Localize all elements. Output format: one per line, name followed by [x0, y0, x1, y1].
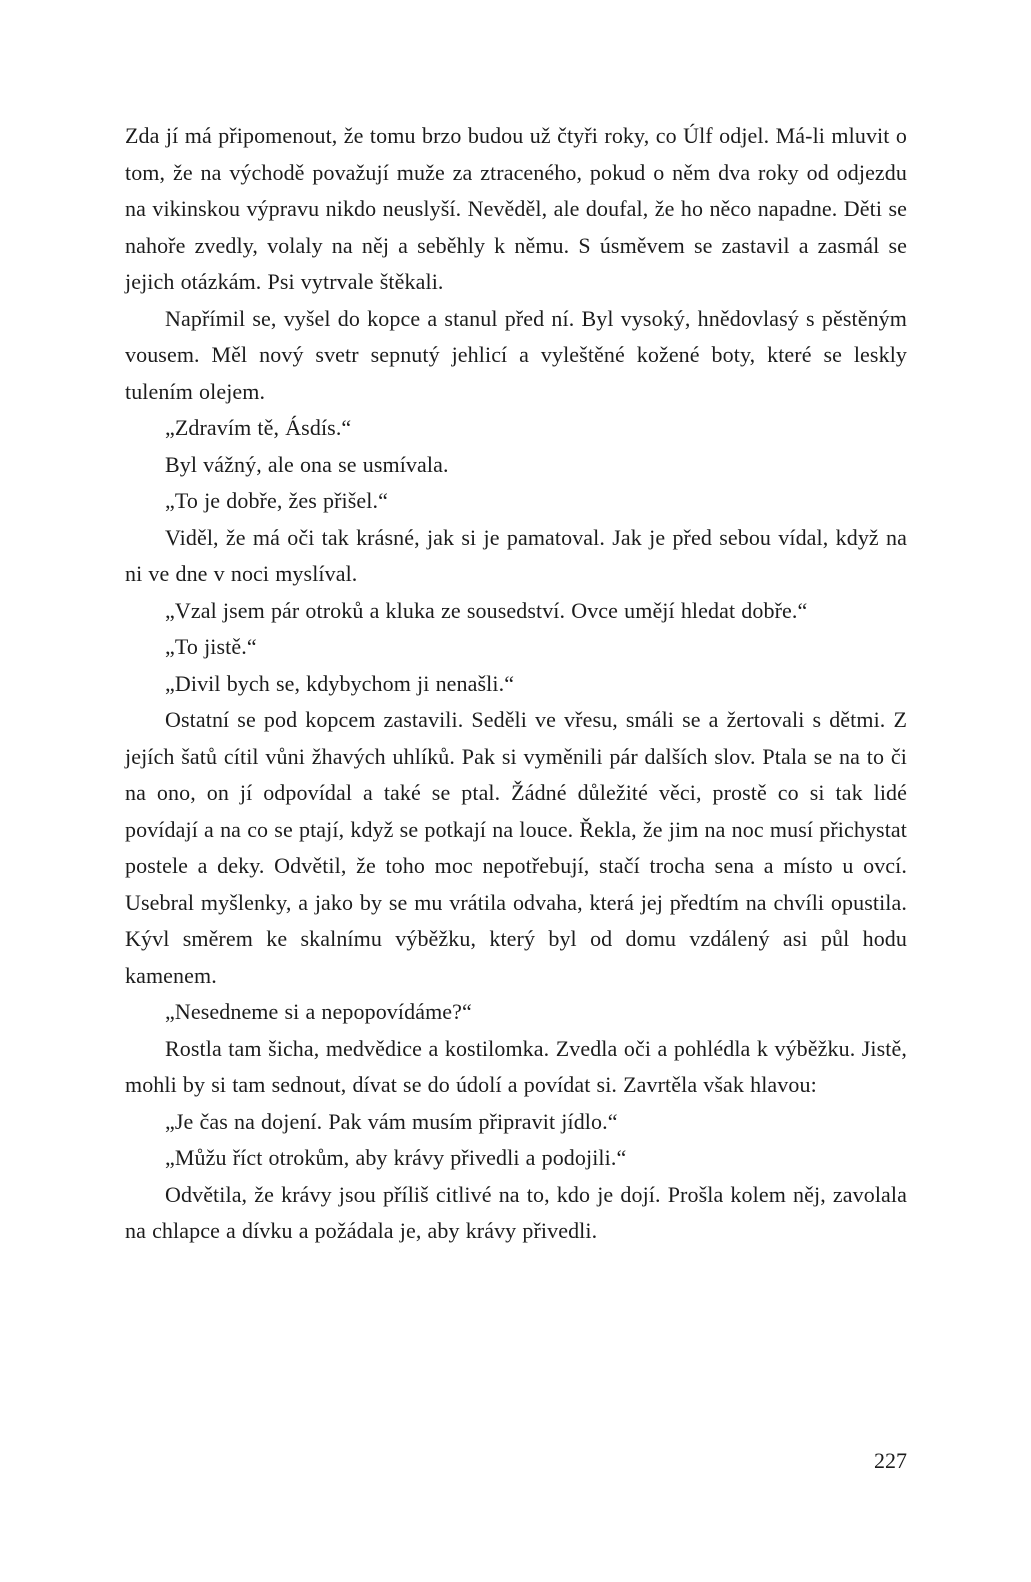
page-number: 227 [874, 1448, 907, 1473]
paragraph-dialogue: „To je dobře, žes přišel.“ [165, 488, 388, 513]
paragraph-dialogue: „Je čas na dojení. Pak vám musím připravit jídlo.“ [165, 1108, 618, 1134]
paragraph-dialogue: „To jistě.“ [165, 634, 257, 659]
paragraph: Rostla tam šicha, medvědice a kostilomka. Zvedla oči a pohlédla k výběžku. Jistě, mohli by si tam sednout, dívat se do údolí a povídat si. Zavrtěla však hlavou: [125, 1035, 907, 1097]
page-text [125, 118, 907, 1250]
paragraph: Viděl, že má oči tak krásné, jak si je pamatoval. Jak je před sebou vídal, když na ni ve dne v noci myslíval. [125, 524, 907, 586]
paragraph: Napřímil se, vyšel do kopce a stanul před ní. Byl vysoký, hnědovlasý s pěstěným vousem. Měl nový svetr sepnutý jehlicí a vyleštěné kožené boty, které se leskly tulením olejem. [125, 305, 907, 404]
paragraph-dialogue: „Můžu říct otrokům, aby krávy přivedli a podojili.“ [165, 1145, 627, 1170]
paragraph: Zda jí má připomenout, že tomu brzo budou už čtyři roky, co Úlf odjel. Má-li mluvit o tom, že na východě považují muže za ztraceného, pokud o něm dva roky od odjezdu na vikinskou výpravu nikdo neuslyší. Nevěděl, ale doufal, že ho něco napadne. Děti se nahoře zvedly, volaly na něj a seběhly k němu. S úsměvem se zastavil a zasmál se jejich otázkám. Psi vytrvale štěkali. [125, 123, 907, 294]
paragraph: Odvětila, že krávy jsou příliš citlivé na to, kdo je dojí. Prošla kolem něj, zavolala na chlapce a dívku a požádala je, aby krávy přivedli. [125, 1181, 907, 1243]
paragraph-dialogue: „Divil bych se, kdybychom ji nenašli.“ [165, 670, 515, 696]
paragraph-dialogue: „Nesedneme si a nepopovídáme?“ [165, 999, 472, 1024]
paragraph-dialogue: „Zdravím tě, Ásdís.“ [165, 415, 352, 440]
paragraph: Byl vážný, ale ona se usmívala. [165, 451, 449, 477]
paragraph-dialogue: „Vzal jsem pár otroků a kluka ze sousedství. Ovce umějí hledat dobře.“ [165, 597, 808, 623]
paragraph: Ostatní se pod kopcem zastavili. Seděli ve vřesu, smáli se a žertovali s dětmi. Z jejích šatů cítil vůni žhavých uhlíků. Pak si vyměnili pár dalších slov. Ptala se na to či na ono, on jí odpovídal a také se ptal. Žádné důležité věci, prostě co si tak lidé povídají a na co se ptají, když se potkají na louce. Řekla, že jim na noc musí přichystat postele a deky. Odvětil, že toho moc nepotřebují, stačí trocha sena a místo u ovcí. Usebral myšlenky, a jako by se mu vrátila odvaha, která jej předtím na chvíli opustila. Kývl směrem ke skalnímu výběžku, který byl od domu vzdálený asi půl hodu kamenem. [125, 707, 907, 988]
